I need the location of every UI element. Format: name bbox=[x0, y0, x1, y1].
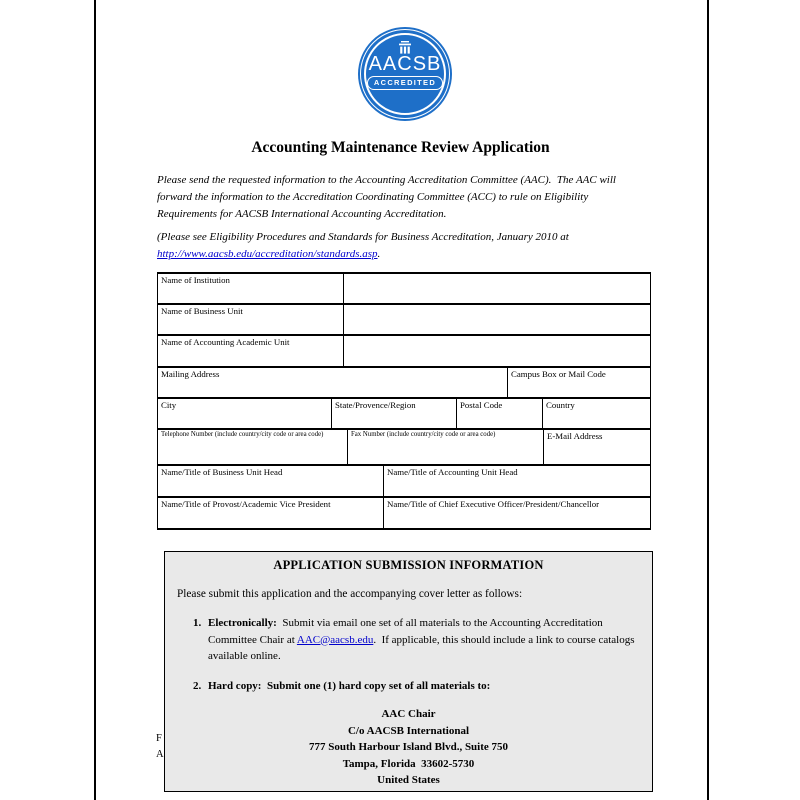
field-name-of-institution-input[interactable] bbox=[344, 274, 651, 305]
footer-fragment: F A bbox=[156, 733, 164, 760]
intro-line: Please send the requested information to the Accounting Accreditation Committee (AAC). The AAC will bbox=[157, 174, 616, 186]
field-name-of-business-unit-label bbox=[158, 305, 344, 336]
intro-line: forward the information to the Accreditation Coordinating Committee (ACC) to rule on Eligibility bbox=[157, 191, 589, 203]
field-city[interactable] bbox=[158, 399, 332, 430]
note-line: (Please see Eligibility Procedures and Standards for Business Accreditation, January 2010 at bbox=[157, 231, 569, 243]
note-suffix: . bbox=[377, 248, 381, 260]
submission-item-electronically: 1. Electronically: Submit via email one set of all materials to the Accounting Accreditation Committee Chair at AAC@aacsb.edu. If applicable, this should include a link to course catalogs available online. bbox=[193, 615, 647, 665]
address-line: C/o AACSB International bbox=[347, 724, 470, 737]
field-label: State/Provence/Region bbox=[335, 400, 416, 410]
field-label: Name/Title of Provost/Academic Vice President bbox=[161, 499, 331, 509]
table-row bbox=[158, 466, 651, 498]
field-country[interactable] bbox=[543, 399, 651, 430]
field-provost-academic-vice-president[interactable] bbox=[158, 498, 384, 530]
item-number: 2. bbox=[193, 679, 202, 692]
field-label: Mailing Address bbox=[161, 369, 220, 379]
field-label: Telephone Number (include country/city code or area code) bbox=[161, 431, 324, 438]
standards-link[interactable]: http://www.aacsb.edu/accreditation/standards.asp bbox=[157, 248, 378, 260]
field-label: Fax Number (include country/city code or area code) bbox=[351, 431, 496, 438]
table-row bbox=[158, 399, 651, 430]
field-name-of-business-unit-input[interactable] bbox=[344, 305, 651, 336]
address-line: 777 South Harbour Island Blvd., Suite 750 bbox=[308, 741, 509, 753]
table-row bbox=[158, 368, 651, 399]
address-line: Tampa, Florida 33602-5730 bbox=[342, 757, 475, 770]
mailing-address-block bbox=[165, 706, 652, 789]
table-row bbox=[158, 498, 651, 530]
submission-item-hard-copy: 2. Hard copy: Submit one (1) hard copy set of all materials to: bbox=[193, 678, 647, 695]
field-label: Campus Box or Mail Code bbox=[511, 369, 606, 379]
field-accounting-unit-head[interactable] bbox=[384, 466, 651, 498]
logo-accredited-banner: ACCREDITED bbox=[367, 76, 443, 90]
field-chief-executive-officer[interactable] bbox=[384, 498, 651, 530]
intro-paragraph bbox=[157, 172, 657, 223]
field-state-provence-region[interactable] bbox=[332, 399, 457, 430]
field-business-unit-head[interactable] bbox=[158, 466, 384, 498]
intro-line: Requirements for AACSB International Accounting Accreditation. bbox=[157, 208, 447, 220]
item-lead: Electronically: bbox=[208, 617, 277, 629]
table-row bbox=[158, 274, 651, 305]
aacsb-accredited-logo bbox=[358, 27, 452, 121]
field-fax-number[interactable] bbox=[348, 430, 544, 466]
note-paragraph bbox=[157, 229, 657, 263]
field-label: Name/Title of Chief Executive Officer/President/Chancellor bbox=[387, 499, 600, 509]
field-name-of-accounting-academic-unit-input[interactable] bbox=[344, 336, 651, 368]
field-label: City bbox=[161, 400, 177, 410]
field-label: Name of Institution bbox=[161, 275, 230, 285]
field-label: E-Mail Address bbox=[547, 431, 603, 441]
table-row bbox=[158, 305, 651, 336]
address-line: AAC Chair bbox=[381, 708, 436, 720]
item-number: 1. bbox=[193, 617, 202, 629]
aac-email-link[interactable]: AAC@aacsb.edu bbox=[296, 633, 374, 646]
field-campus-box-or-mail-code[interactable] bbox=[508, 368, 651, 399]
submission-box-intro: Please submit this application and the accompanying cover letter as follows: bbox=[177, 587, 523, 600]
page-title: Accounting Maintenance Review Application bbox=[251, 139, 550, 156]
field-email-address[interactable] bbox=[544, 430, 651, 466]
item-lead: Hard copy: bbox=[208, 679, 262, 692]
address-line: United States bbox=[377, 774, 440, 786]
table-row bbox=[158, 336, 651, 368]
submission-box-title: APPLICATION SUBMISSION INFORMATION bbox=[273, 558, 544, 572]
field-mailing-address[interactable] bbox=[158, 368, 508, 399]
field-name-of-institution-label bbox=[158, 274, 344, 305]
field-label: Name of Business Unit bbox=[161, 306, 243, 316]
application-form-table bbox=[157, 272, 651, 530]
field-postal-code[interactable] bbox=[457, 399, 543, 430]
field-telephone-number[interactable] bbox=[158, 430, 348, 466]
logo-acronym: AACSB bbox=[368, 53, 442, 75]
field-label: Name/Title of Business Unit Head bbox=[161, 467, 283, 477]
field-label: Name/Title of Accounting Unit Head bbox=[387, 467, 518, 477]
table-row bbox=[158, 430, 651, 466]
note-line bbox=[157, 246, 657, 263]
field-name-of-accounting-academic-unit-label bbox=[158, 336, 344, 368]
field-label: Country bbox=[546, 400, 575, 410]
submission-info-box bbox=[164, 551, 653, 792]
field-label: Postal Code bbox=[460, 400, 503, 410]
field-label: Name of Accounting Academic Unit bbox=[161, 337, 290, 347]
